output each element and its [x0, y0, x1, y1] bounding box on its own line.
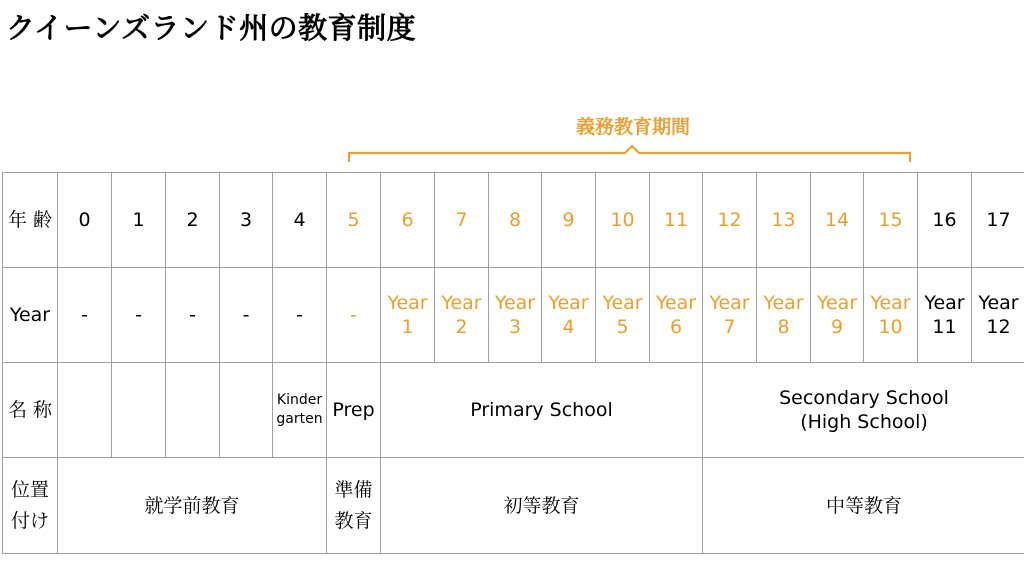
- name-header: 名 称: [3, 363, 58, 458]
- age-cell: 2: [166, 173, 220, 268]
- education-system-table: [2, 172, 1024, 554]
- position-header: 位置 付け: [3, 458, 58, 554]
- year-cell: -: [58, 268, 112, 363]
- age-header: 年 齢: [3, 173, 58, 268]
- age-cell: 17: [972, 173, 1024, 268]
- age-cell: 4: [273, 173, 327, 268]
- age-cell: 7: [435, 173, 489, 268]
- position-row: [3, 458, 1024, 554]
- name-row: [3, 363, 1024, 458]
- prep-education-cell: 準備 教育: [327, 458, 381, 554]
- year-cell: -: [112, 268, 166, 363]
- age-cell: 0: [58, 173, 112, 268]
- age-cell: 3: [220, 173, 273, 268]
- age-cell: 16: [918, 173, 972, 268]
- year-cell: -: [327, 268, 381, 363]
- year-row: [3, 268, 1024, 363]
- year-cell: Year 6: [650, 268, 703, 363]
- age-cell: 10: [596, 173, 650, 268]
- prep-cell: Prep: [327, 363, 381, 458]
- kindergarten-cell: Kinder garten: [273, 363, 327, 458]
- name-empty-cell: [166, 363, 220, 458]
- year-cell: Year 9: [811, 268, 864, 363]
- age-cell: 9: [542, 173, 596, 268]
- preschool-education-cell: 就学前教育: [58, 458, 327, 554]
- age-cell: 15: [864, 173, 918, 268]
- year-cell: Year 4: [542, 268, 596, 363]
- age-row: [3, 173, 1024, 268]
- year-cell: Year 8: [757, 268, 811, 363]
- year-cell: Year 5: [596, 268, 650, 363]
- year-cell: Year 11: [918, 268, 972, 363]
- compulsory-education-label: 義務教育期間: [575, 116, 690, 138]
- age-cell: 12: [703, 173, 757, 268]
- year-cell: Year 12: [972, 268, 1024, 363]
- secondary-education-cell: 中等教育: [703, 458, 1024, 554]
- year-cell: -: [166, 268, 220, 363]
- age-cell: 13: [757, 173, 811, 268]
- age-cell: 11: [650, 173, 703, 268]
- compulsory-education-brace: [0, 0, 1024, 176]
- page-title: クイーンズランド州の教育制度: [6, 11, 417, 45]
- age-cell: 6: [381, 173, 435, 268]
- year-cell: -: [220, 268, 273, 363]
- year-cell: Year 3: [489, 268, 542, 363]
- age-cell: 1: [112, 173, 166, 268]
- year-cell: -: [273, 268, 327, 363]
- secondary-school-cell: Secondary School (High School): [703, 363, 1024, 458]
- age-cell: 5: [327, 173, 381, 268]
- age-cell: 14: [811, 173, 864, 268]
- primary-education-cell: 初等教育: [381, 458, 703, 554]
- year-cell: Year 2: [435, 268, 489, 363]
- primary-school-cell: Primary School: [381, 363, 703, 458]
- name-empty-cell: [58, 363, 112, 458]
- year-cell: Year 7: [703, 268, 757, 363]
- year-header: Year: [3, 268, 58, 363]
- age-cell: 8: [489, 173, 542, 268]
- year-cell: Year 10: [864, 268, 918, 363]
- name-empty-cell: [112, 363, 166, 458]
- name-empty-cell: [220, 363, 273, 458]
- year-cell: Year 1: [381, 268, 435, 363]
